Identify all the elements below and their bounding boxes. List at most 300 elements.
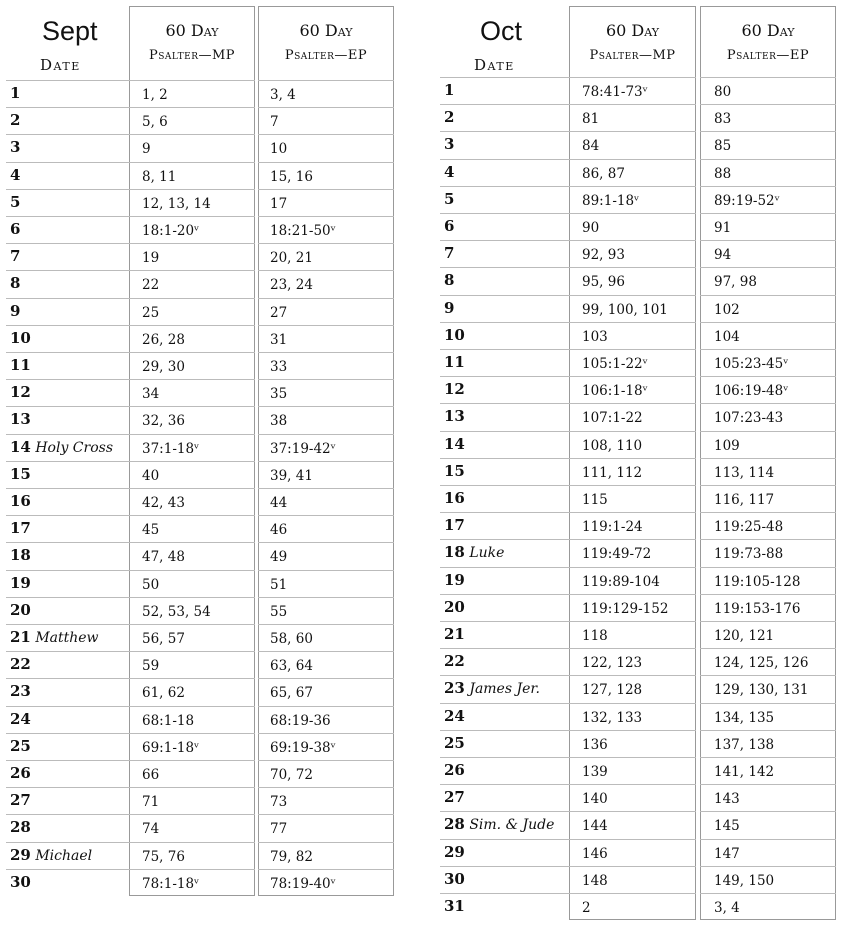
row-divider (440, 213, 569, 214)
row-divider (129, 706, 255, 707)
date-cell (444, 271, 454, 289)
ep-psalms-cell: 134, 135 (714, 709, 775, 726)
row-divider (440, 349, 569, 350)
ep-psalms-cell: 70, 72 (270, 767, 313, 783)
row-divider (6, 80, 129, 81)
mp-psalms-cell: 29, 30 (142, 359, 185, 375)
row-divider (700, 512, 836, 513)
row-divider (258, 80, 394, 81)
row-divider (129, 542, 255, 543)
mp-psalms-cell: 144 (582, 818, 608, 835)
mp-psalms-cell: 119:1-24 (582, 519, 643, 536)
ep-psalms-cell: 68:19-36 (270, 712, 331, 729)
mp-psalms-cell: 75, 76 (142, 848, 185, 865)
row-divider (440, 512, 569, 513)
date-cell (444, 462, 465, 480)
row-divider (6, 379, 129, 380)
row-divider (258, 842, 394, 843)
date-cell (10, 138, 20, 156)
ep-psalms-cell: 23, 24 (270, 277, 313, 294)
ep-psalms-cell: 15, 16 (270, 168, 313, 185)
row-divider (700, 267, 836, 268)
row-divider (700, 675, 836, 676)
row-divider (129, 488, 255, 489)
ep-psalms-cell: 109 (714, 437, 740, 454)
date-cell (10, 193, 20, 211)
ep-psalms-cell: 85 (714, 138, 732, 155)
row-divider (129, 570, 255, 571)
row-divider (129, 379, 255, 380)
day-number: 3 (10, 138, 21, 157)
row-divider (569, 648, 696, 649)
date-cell (444, 788, 465, 806)
ep-psalms-cell: 17 (270, 195, 288, 212)
ep-psalms-cell: 77 (270, 821, 288, 838)
ep-psalms-cell: 119:25-48 (714, 519, 784, 536)
day-number: 11 (444, 353, 465, 371)
day-number: 13 (444, 407, 465, 426)
mp-psalms-cell: 34 (142, 386, 160, 403)
row-divider (6, 216, 129, 217)
ep-psalms-cell: 119:73-88 (714, 546, 784, 563)
date-cell (10, 220, 20, 238)
day-number: 1 (10, 84, 21, 102)
day-number: 12 (444, 380, 465, 399)
ep-psalms-cell: 65, 67 (270, 685, 313, 702)
row-divider (569, 186, 696, 187)
row-divider (258, 298, 394, 299)
row-divider (129, 597, 255, 598)
day-number: 11 (10, 356, 31, 374)
ep-psalms-cell: 145 (714, 818, 740, 835)
date-cell (10, 710, 31, 728)
row-divider (440, 893, 569, 894)
row-divider (569, 893, 696, 894)
row-divider (129, 162, 255, 163)
date-cell (444, 598, 465, 616)
row-divider (258, 597, 394, 598)
date-cell (10, 873, 31, 891)
ep-psalms-cell: 3, 4 (270, 87, 296, 103)
row-divider (6, 706, 129, 707)
ep-psalms-cell: 10 (270, 141, 288, 158)
day-number: 12 (10, 383, 31, 402)
row-divider (6, 406, 129, 407)
mp-psalms-cell: 148 (582, 872, 608, 889)
row-divider (258, 216, 394, 217)
day-number: 25 (444, 733, 465, 752)
date-cell (10, 492, 31, 510)
row-divider (700, 349, 836, 350)
row-divider (440, 131, 569, 132)
day-number: 9 (444, 298, 455, 317)
row-divider (700, 376, 836, 377)
row-divider (129, 787, 255, 788)
day-number: 4 (444, 162, 455, 181)
ep-psalms-cell: 137, 138 (714, 736, 775, 753)
row-divider (129, 298, 255, 299)
row-divider (6, 352, 129, 353)
mp-psalms-cell: 146 (582, 845, 608, 862)
day-number: 24 (10, 709, 31, 728)
row-divider (440, 431, 569, 432)
row-divider (700, 159, 836, 160)
ep-psalms-cell: 18:21-50ᵛ (270, 223, 336, 239)
date-cell (444, 435, 465, 453)
row-divider (6, 678, 129, 679)
row-divider (440, 77, 569, 78)
day-number: 29 (10, 845, 31, 864)
row-divider (569, 213, 696, 214)
row-divider (440, 295, 569, 296)
day-number: 31 (444, 897, 465, 915)
row-divider (440, 376, 569, 377)
row-divider (129, 842, 255, 843)
row-divider (129, 814, 255, 815)
date-cell (444, 407, 465, 425)
mp-header-line1: 60 Day (165, 21, 219, 40)
ep-psalms-cell: 106:19-48ᵛ (714, 383, 789, 400)
mp-psalms-cell: 81 (582, 111, 600, 128)
day-number: 14 (10, 437, 31, 456)
date-cell (10, 601, 31, 619)
row-divider (6, 869, 129, 870)
row-divider (6, 270, 129, 271)
row-divider (440, 866, 569, 867)
day-number: 26 (10, 764, 31, 782)
row-divider (258, 651, 394, 652)
row-divider (440, 839, 569, 840)
row-divider (569, 567, 696, 568)
ep-psalms-cell: 33 (270, 359, 288, 375)
row-divider (700, 104, 836, 105)
mp-psalms-cell: 66 (142, 767, 160, 783)
row-divider (129, 461, 255, 462)
day-number: 21 (444, 625, 465, 643)
row-divider (6, 787, 129, 788)
row-divider (258, 570, 394, 571)
mp-header-line2: Psalter—MP (148, 48, 236, 63)
ep-psalms-cell: 89:19-52ᵛ (714, 192, 780, 209)
row-divider (258, 379, 394, 380)
row-divider (440, 186, 569, 187)
row-divider (700, 186, 836, 187)
day-number: 5 (444, 189, 455, 208)
mp-psalms-cell: 68:1-18 (142, 712, 195, 729)
row-divider (129, 760, 255, 761)
date-cell (444, 843, 465, 861)
row-divider (700, 893, 836, 894)
ep-psalms-cell: 20, 21 (270, 250, 313, 267)
row-divider (569, 621, 696, 622)
row-divider (700, 730, 836, 731)
row-divider (569, 322, 696, 323)
day-number: 5 (10, 192, 21, 211)
day-number: 28 (444, 815, 465, 834)
mp-psalms-cell: 107:1-22 (582, 410, 643, 427)
mp-psalms-cell: 99, 100, 101 (582, 301, 668, 318)
mp-psalms-cell: 61, 62 (142, 685, 185, 702)
day-number: 18 (444, 543, 465, 562)
mp-psalms-cell: 18:1-20ᵛ (142, 223, 200, 239)
row-divider (258, 542, 394, 543)
ep-psalms-cell: 105:23-45ᵛ (714, 356, 789, 372)
date-cell (444, 625, 465, 643)
day-number: 2 (444, 108, 455, 127)
row-divider (258, 189, 394, 190)
row-divider (700, 594, 836, 595)
row-divider (569, 77, 696, 78)
row-divider (700, 621, 836, 622)
mp-psalms-cell: 56, 57 (142, 631, 185, 647)
date-cell (10, 791, 31, 809)
day-number: 25 (10, 736, 31, 755)
day-number: 6 (444, 217, 455, 235)
row-divider (6, 461, 129, 462)
day-number: 30 (444, 869, 465, 888)
ep-psalms-cell: 120, 121 (714, 628, 775, 644)
mp-psalms-cell: 25 (142, 304, 160, 321)
mp-psalms-cell: 69:1-18ᵛ (142, 739, 200, 756)
date-header: Date (474, 56, 515, 74)
row-divider (258, 107, 394, 108)
mp-psalms-cell: 136 (582, 736, 608, 753)
row-divider (258, 434, 394, 435)
mp-psalms-cell: 95, 96 (582, 274, 625, 291)
row-divider (700, 784, 836, 785)
row-divider (700, 539, 836, 540)
month-title: Oct (480, 16, 523, 46)
mp-psalms-cell: 127, 128 (582, 682, 643, 699)
row-divider (440, 757, 569, 758)
date-cell (444, 326, 465, 344)
day-number: 15 (10, 464, 31, 483)
mp-psalms-cell: 45 (142, 522, 160, 539)
row-divider (569, 784, 696, 785)
date-cell (444, 135, 454, 153)
row-divider (258, 270, 394, 271)
date-cell (10, 465, 31, 483)
ep-psalms-cell: 116, 117 (714, 492, 775, 508)
row-divider (129, 80, 255, 81)
day-number: 24 (444, 706, 465, 725)
date-cell (10, 438, 113, 456)
ep-psalms-cell: 124, 125, 126 (714, 655, 809, 672)
ep-psalms-cell: 113, 114 (714, 464, 775, 481)
mp-psalms-cell: 19 (142, 250, 160, 267)
ep-psalms-cell: 88 (714, 165, 732, 182)
row-divider (569, 131, 696, 132)
date-cell (444, 897, 465, 915)
row-divider (700, 240, 836, 241)
date-cell (444, 571, 465, 589)
ep-psalms-cell: 31 (270, 331, 288, 348)
row-divider (258, 733, 394, 734)
row-divider (700, 295, 836, 296)
ep-psalms-cell: 102 (714, 301, 740, 318)
date-cell (10, 682, 31, 700)
row-divider (129, 189, 255, 190)
day-number: 21 (10, 628, 31, 646)
row-divider (6, 570, 129, 571)
row-divider (6, 107, 129, 108)
date-cell (444, 108, 454, 126)
row-divider (700, 431, 836, 432)
day-number: 19 (444, 570, 465, 589)
day-number: 14 (444, 434, 465, 453)
day-number: 20 (444, 597, 465, 616)
row-divider (569, 703, 696, 704)
day-number: 3 (444, 135, 455, 154)
mp-psalms-cell: 119:129-152 (582, 600, 669, 617)
row-divider (569, 349, 696, 350)
day-number: 15 (444, 461, 465, 480)
day-number: 10 (10, 328, 31, 347)
mp-psalms-cell: 140 (582, 791, 608, 808)
mp-psalms-cell: 37:1-18ᵛ (142, 440, 200, 457)
feast-name: Michael (30, 847, 93, 864)
row-divider (258, 325, 394, 326)
row-divider (129, 216, 255, 217)
mp-psalms-cell: 106:1-18ᵛ (582, 383, 648, 400)
row-divider (258, 869, 394, 870)
day-number: 30 (10, 872, 31, 891)
ep-psalms-cell: 83 (714, 111, 732, 128)
row-divider (569, 295, 696, 296)
date-cell (444, 815, 554, 833)
date-cell (444, 217, 454, 235)
row-divider (440, 648, 569, 649)
row-divider (129, 678, 255, 679)
date-cell (444, 761, 465, 779)
row-divider (569, 512, 696, 513)
row-divider (440, 784, 569, 785)
mp-psalms-cell: 103 (582, 328, 608, 345)
date-cell (444, 299, 454, 317)
row-divider (6, 189, 129, 190)
day-number: 10 (444, 325, 465, 344)
day-number: 27 (444, 788, 465, 807)
row-divider (6, 597, 129, 598)
day-number: 16 (10, 492, 31, 510)
row-divider (569, 594, 696, 595)
ep-header-line1: 60 Day (299, 21, 353, 40)
row-divider (440, 703, 569, 704)
row-divider (129, 243, 255, 244)
row-divider (569, 104, 696, 105)
date-cell (10, 764, 31, 782)
row-divider (129, 134, 255, 135)
row-divider (440, 539, 569, 540)
ep-psalms-cell: 35 (270, 386, 288, 403)
ep-header-line2: Psalter—EP (726, 48, 810, 63)
day-number: 28 (10, 818, 31, 837)
mp-psalms-cell: 90 (582, 220, 600, 236)
row-divider (700, 213, 836, 214)
ep-psalms-cell: 58, 60 (270, 631, 313, 647)
day-number: 18 (10, 546, 31, 565)
day-number: 4 (10, 165, 21, 184)
row-divider (440, 621, 569, 622)
day-number: 16 (444, 489, 465, 507)
date-cell (10, 274, 20, 292)
row-divider (440, 458, 569, 459)
row-divider (440, 403, 569, 404)
row-divider (700, 458, 836, 459)
ep-psalms-cell: 147 (714, 845, 740, 862)
row-divider (6, 624, 129, 625)
row-divider (700, 567, 836, 568)
date-cell (10, 818, 31, 836)
row-divider (440, 675, 569, 676)
row-divider (569, 675, 696, 676)
day-number: 7 (444, 244, 455, 263)
row-divider (569, 431, 696, 432)
row-divider (258, 134, 394, 135)
date-cell (10, 846, 92, 864)
mp-psalms-cell: 40 (142, 467, 160, 484)
row-divider (569, 811, 696, 812)
ep-psalms-cell: 46 (270, 522, 288, 539)
row-divider (6, 515, 129, 516)
feast-name: Holy Cross (30, 439, 114, 456)
date-cell (444, 353, 465, 371)
date-cell (10, 519, 31, 537)
date-cell (444, 380, 465, 398)
date-cell (444, 244, 454, 262)
date-cell (444, 190, 454, 208)
mp-psalms-cell: 52, 53, 54 (142, 603, 211, 620)
mp-psalms-cell: 122, 123 (582, 655, 643, 672)
ep-psalms-cell: 63, 64 (270, 658, 313, 675)
row-divider (700, 866, 836, 867)
ep-psalms-cell: 44 (270, 495, 288, 511)
row-divider (129, 624, 255, 625)
day-number: 17 (10, 519, 31, 538)
row-divider (129, 325, 255, 326)
mp-psalms-cell: 9 (142, 141, 151, 158)
ep-psalms-cell: 129, 130, 131 (714, 682, 809, 699)
date-cell (444, 652, 465, 670)
day-number: 2 (10, 111, 21, 130)
date-cell (10, 628, 99, 646)
row-divider (6, 243, 129, 244)
mp-psalms-cell: 105:1-22ᵛ (582, 356, 648, 372)
mp-psalms-cell: 111, 112 (582, 464, 643, 481)
ep-psalms-cell: 107:23-43 (714, 410, 784, 427)
date-cell (444, 707, 465, 725)
row-divider (700, 485, 836, 486)
day-number: 1 (444, 81, 455, 99)
day-number: 8 (10, 274, 21, 293)
date-cell (444, 163, 454, 181)
row-divider (129, 515, 255, 516)
ep-psalms-cell: 149, 150 (714, 872, 775, 889)
date-cell (444, 734, 465, 752)
day-number: 26 (444, 761, 465, 779)
row-divider (700, 839, 836, 840)
mp-psalms-cell: 108, 110 (582, 437, 643, 454)
mp-psalms-cell: 2 (582, 900, 591, 916)
date-cell (10, 737, 31, 755)
row-divider (258, 515, 394, 516)
row-divider (6, 651, 129, 652)
row-divider (258, 406, 394, 407)
mp-psalms-cell: 47, 48 (142, 549, 185, 566)
ep-psalms-cell: 97, 98 (714, 274, 757, 291)
date-cell (444, 543, 504, 561)
row-divider (6, 760, 129, 761)
